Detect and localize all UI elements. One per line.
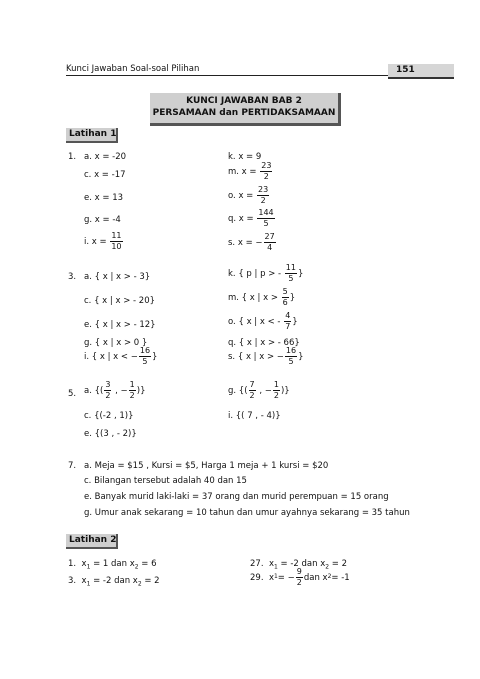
q5-c: c. {(-2 , 1)}	[84, 411, 134, 421]
q5-number: 5.	[68, 389, 77, 399]
fraction: $\frac{23}{2}$	[261, 161, 272, 181]
q3-number: 3.	[68, 272, 77, 282]
q5-a: a. {( $\frac{3}{2}$ , − $\frac{1}{2}$ )}	[84, 380, 146, 400]
fraction: $\frac{5}{6}$	[282, 287, 288, 307]
latihan-2-label: Latihan 2	[69, 535, 117, 545]
q1-m: m. x = $\frac{23}{2}$	[228, 161, 272, 181]
l2-q27: 27. $x_1 = -2$ dan $x_2 = 2$	[250, 559, 347, 571]
q5-e: e. {(3 , - 2)}	[84, 429, 137, 439]
fraction: $\frac{11}{10}$	[111, 231, 122, 251]
q3-e: e. { x | x > - 12}	[84, 320, 156, 330]
q3-c: c. { x | x > - 20}	[84, 296, 156, 306]
q7-g: g. Umur anak sekarang = 10 tahun dan umur ayahnya sekarang = 35 tahun	[84, 508, 410, 518]
l2-q29: 29. x 1 = − $\frac{9}{2}$ dan x 2 = -1	[250, 567, 350, 587]
q1-g: g. x = -4	[84, 215, 121, 225]
chapter-subtitle: PERSAMAAN dan PERTIDAKSAMAAN	[152, 108, 336, 118]
q1-i: i. x = $\frac{11}{10}$	[84, 231, 122, 251]
fraction: $\frac{1}{2}$	[129, 380, 135, 400]
q5-i: i. {( 7 , - 4)}	[228, 411, 281, 421]
q1-o: o. x = $\frac{23}{2}$	[228, 185, 269, 205]
header-rule	[66, 75, 388, 76]
fraction: $\frac{16}{5}$	[139, 346, 151, 366]
q7-e: e. Banyak murid laki-laki = 37 orang dan murid perempuan = 15 orang	[84, 492, 389, 502]
fraction: $\frac{11}{5}$	[285, 263, 296, 283]
l2-q3: 3. $x_1 = -2$ dan $x_2 = 2$	[68, 576, 160, 588]
q1-a: a. x = -20	[84, 152, 127, 162]
q1-number: 1.	[68, 152, 77, 162]
q1-k: k. x = 9	[228, 152, 262, 162]
q3-o: o. { x | x < - $\frac{4}{7}$ }	[228, 311, 298, 331]
q3-m: m. { x | x > $\frac{5}{6}$ }	[228, 287, 296, 307]
q1-q: q. x = $\frac{144}{5}$	[228, 208, 274, 228]
q7-c: c. Bilangan tersebut adalah 40 dan 15	[84, 476, 247, 486]
q7-number: 7.	[68, 461, 77, 471]
l2-q1: 1. $x_1 = 1$ dan $x_2 = 6$	[68, 559, 157, 571]
running-header-title: Kunci Jawaban Soal-soal Pilihan	[66, 64, 200, 74]
q3-a: a. { x | x > - 3}	[84, 272, 151, 282]
fraction: $\frac{1}{2}$	[273, 380, 279, 400]
page-number: 151	[396, 65, 415, 75]
fraction: $\frac{23}{2}$	[258, 185, 269, 205]
q1-e: e. x = 13	[84, 193, 124, 203]
q5-g: g. {( $\frac{7}{2}$ , − $\frac{1}{2}$ )}	[228, 380, 290, 400]
fraction: $\frac{27}{4}$	[264, 232, 275, 252]
q3-s: s. { x | x > − $\frac{16}{5}$ }	[228, 346, 304, 366]
latihan-1-label: Latihan 1	[69, 129, 117, 139]
fraction: $\frac{3}{2}$	[105, 380, 111, 400]
fraction: $\frac{7}{2}$	[249, 380, 255, 400]
fraction: $\frac{9}{2}$	[296, 567, 302, 587]
q3-k: k. { p | p > - $\frac{11}{5}$ }	[228, 263, 304, 283]
q7-a: a. Meja = $15 , Kursi = $5, Harga 1 meja + 1 kursi = $20	[84, 461, 329, 471]
fraction: $\frac{16}{5}$	[285, 346, 297, 366]
q1-s: s. x = − $\frac{27}{4}$	[228, 232, 275, 252]
q1-c: c. x = -17	[84, 170, 126, 180]
q3-g: g. { x | x > 0 }	[84, 338, 148, 348]
fraction: $\frac{144}{5}$	[258, 208, 274, 228]
chapter-title: KUNCI JAWABAN BAB 2	[186, 96, 302, 106]
q3-i: i. { x | x < − $\frac{16}{5}$ }	[84, 346, 158, 366]
q3-q: q. { x | x > - 66}	[228, 338, 300, 348]
fraction: $\frac{4}{7}$	[285, 311, 291, 331]
